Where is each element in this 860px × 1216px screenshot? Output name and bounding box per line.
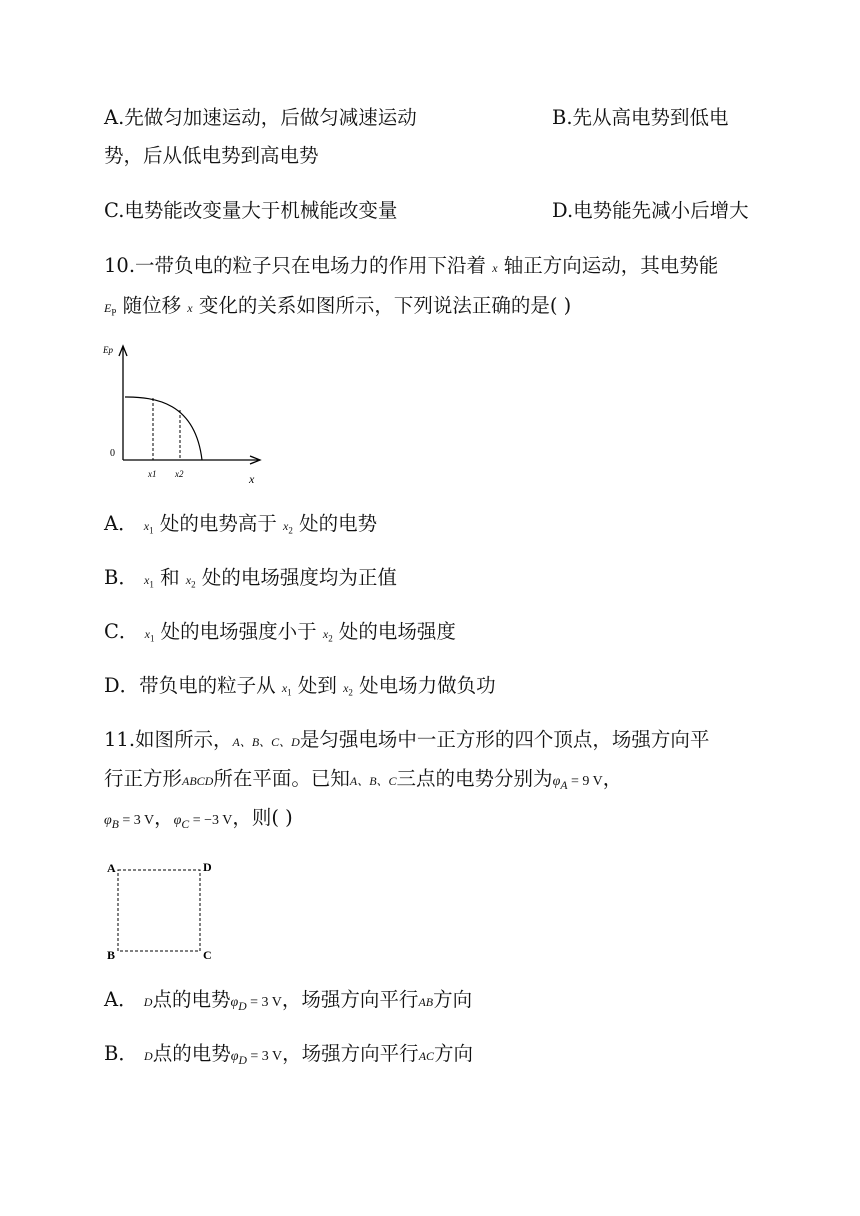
q10-option-b: B． $x_1$ 和 $x_2$ 处的电场强度均为正值 bbox=[104, 566, 397, 590]
q11-stem-line3: $\varphi_B = 3$ V，$\varphi_C = -3$ V，则( ) bbox=[104, 806, 293, 831]
q11-option-a: A． D点的电势$\varphi_D = 3$ V，场强方向平行AB方向 bbox=[104, 988, 473, 1013]
q10-stem-symbol-x2: x bbox=[187, 301, 193, 315]
ep-curve bbox=[125, 397, 202, 460]
x-axis-label: x bbox=[249, 472, 255, 486]
origin-label: 0 bbox=[110, 448, 115, 459]
phi-d-expression: $\varphi_D = 3$ V bbox=[230, 995, 282, 1013]
x2-label: x2 bbox=[175, 469, 184, 479]
x1-label: x1 bbox=[148, 469, 157, 479]
q11-points-symbol: A、B、C bbox=[349, 774, 397, 788]
q10-stem-text-d: 变化的关系如图所示，下列说法正确的是( ) bbox=[198, 294, 572, 317]
q11-square-diagram bbox=[100, 856, 220, 966]
x1-symbol: $x_1$ bbox=[144, 627, 155, 644]
q10-stem-text-a: 10.一带负电的粒子只在电场力的作用下沿着 bbox=[104, 254, 487, 277]
x2-symbol: $x_2$ bbox=[343, 681, 353, 698]
y-axis-label: Ep bbox=[103, 345, 113, 355]
q11-vertices-symbol: A、B、C、D bbox=[232, 735, 300, 749]
q10-ep-graph bbox=[100, 338, 270, 490]
q11-square-symbol: ABCD bbox=[182, 774, 214, 788]
dashed-square bbox=[118, 870, 200, 951]
q10-stem-text-c: 随位移 bbox=[122, 294, 182, 317]
q9-option-b-part2: 势，后从低电势到高电势 bbox=[104, 144, 319, 167]
vertex-d-label: D bbox=[203, 860, 212, 874]
x1-symbol: $x_1$ bbox=[144, 573, 154, 590]
q10-option-c: C． $x_1$ 处的电场强度小于 $x_2$ 处的电场强度 bbox=[104, 620, 456, 644]
x2-symbol: $x_2$ bbox=[322, 627, 333, 644]
x2-symbol: $x_2$ bbox=[283, 519, 293, 536]
q10-stem-text-b: 轴正方向运动，其电势能 bbox=[503, 254, 719, 277]
phi-c-expression: $\varphi_C = -3$ V bbox=[173, 813, 233, 831]
vertex-c-label: C bbox=[203, 948, 212, 962]
x1-symbol: $x_1$ bbox=[143, 519, 154, 536]
vertex-b-label: B bbox=[107, 948, 116, 962]
vertex-a-label: A bbox=[107, 861, 116, 875]
q11-stem-line1: 11.如图所示，A、B、C、D是匀强电场中一正方形的四个顶点，场强方向平 bbox=[104, 728, 710, 751]
phi-d-expression: $\varphi_D = 3$ V bbox=[230, 1049, 283, 1067]
phi-a-expression: $\varphi_A = 9$ V bbox=[552, 774, 603, 792]
q9-option-d: D.电势能先减小后增大 bbox=[552, 199, 749, 222]
q10-stem-line2 bbox=[104, 292, 571, 326]
q9-option-a: A.先做匀加速运动，后做匀减速运动 bbox=[104, 106, 417, 129]
q11-option-b: B． D点的电势$\varphi_D = 3$ V，场强方向平行AC方向 bbox=[104, 1042, 474, 1067]
x1-symbol: $x_1$ bbox=[281, 681, 292, 698]
phi-b-expression: $\varphi_B = 3$ V bbox=[104, 813, 155, 831]
q10-option-d: D．带负电的粒子从 $x_1$ 处到 $x_2$ 处电场力做负功 bbox=[104, 674, 496, 698]
x2-symbol: $x_2$ bbox=[185, 573, 196, 590]
q9-option-b-part1: B.先从高电势到低电 bbox=[552, 106, 729, 129]
q9-option-c: C.电势能改变量大于机械能改变量 bbox=[104, 199, 398, 222]
q10-option-a: A． $x_1$ 处的电势高于 $x_2$ 处的电势 bbox=[104, 512, 378, 536]
q10-stem-symbol-x: x bbox=[492, 261, 498, 275]
q10-stem-line1 bbox=[104, 252, 718, 282]
q10-stem-symbol-ep: $E_P$ bbox=[104, 301, 117, 318]
q11-stem-line2: 行正方形ABCD所在平面。已知A、B、C三点的电势分别为$\varphi_A = 9$ V， bbox=[104, 767, 623, 792]
